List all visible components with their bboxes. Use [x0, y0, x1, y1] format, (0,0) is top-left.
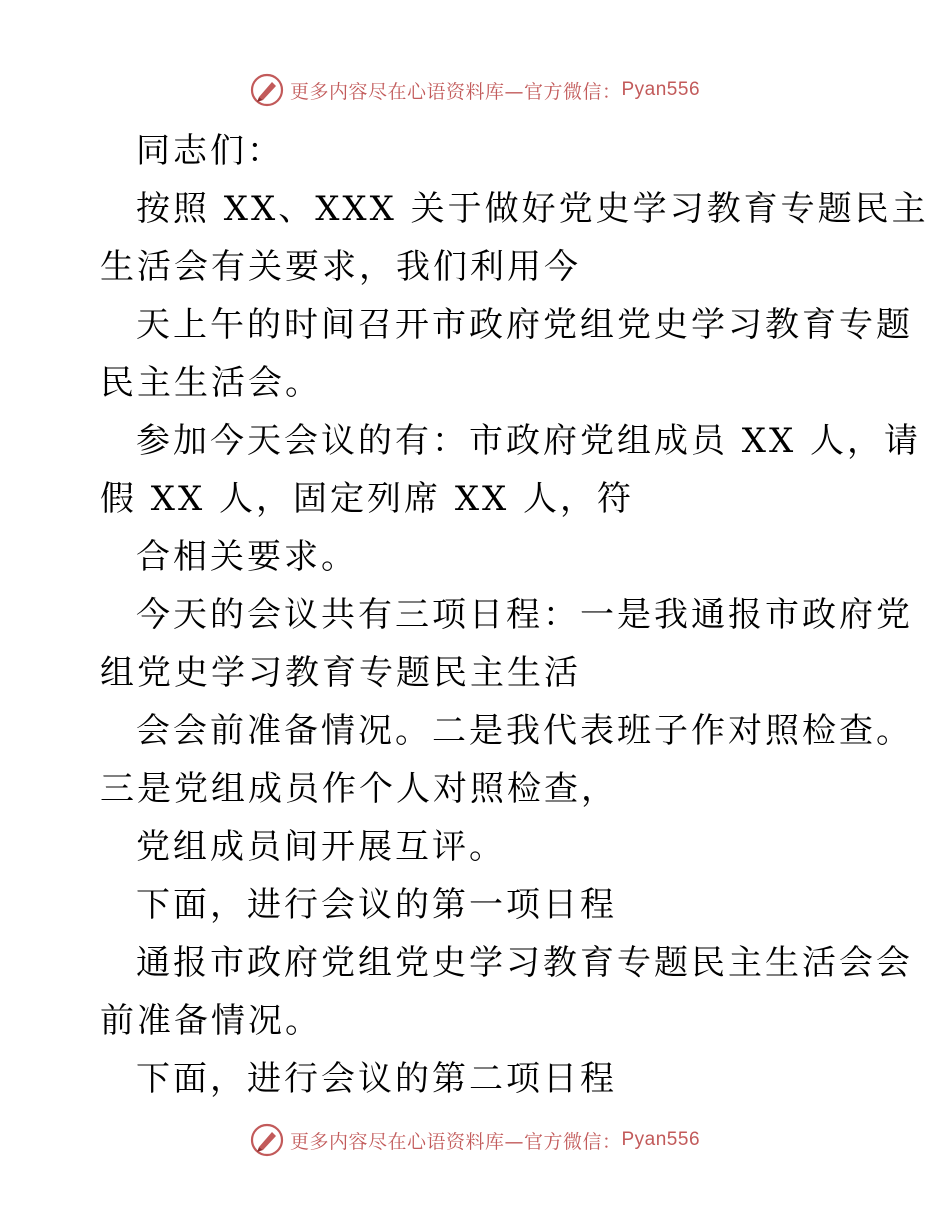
watermark-text: 更多内容尽在心语资料库—官方微信：: [289, 1130, 622, 1153]
text-line: 组党史学习教育专题民主生活: [100, 653, 581, 693]
text-line: 同志们：: [136, 131, 284, 171]
header-watermark: [0, 70, 950, 110]
pen-logo-icon: [250, 1123, 284, 1157]
text-line: 前准备情况。: [100, 1001, 322, 1041]
text-line: 参加今天会议的有：市政府党组成员 XX 人，请: [136, 421, 922, 461]
text-line: 党组成员间开展互评。: [136, 827, 506, 867]
text-line: 天上午的时间召开市政府党组党史学习教育专题: [136, 305, 913, 345]
text-line: 合相关要求。: [136, 537, 358, 577]
footer-watermark: [0, 1120, 950, 1160]
watermark-text: 更多内容尽在心语资料库—官方微信：: [289, 80, 622, 103]
watermark-id: Pyan556: [621, 79, 701, 100]
text-line: 三是党组成员作个人对照检查，: [100, 769, 618, 809]
text-line: 按照 XX、XXX 关于做好党史学习教育专题民主: [136, 189, 929, 229]
text-line: 会会前准备情况。二是我代表班子作对照检查。: [136, 711, 913, 751]
text-line: 生活会有关要求，我们利用今: [100, 247, 581, 287]
text-line: 通报市政府党组党史学习教育专题民主生活会会: [136, 943, 913, 983]
text-line: 下面，进行会议的第二项日程: [136, 1059, 617, 1099]
text-line: 下面，进行会议的第一项日程: [136, 885, 617, 925]
document-body: [100, 122, 929, 1108]
text-line: 假 XX 人，固定列席 XX 人，符: [100, 479, 635, 519]
text-line: 民主生活会。: [100, 363, 322, 403]
watermark-id: Pyan556: [621, 1129, 701, 1150]
pen-logo-icon: [250, 73, 284, 107]
text-line: 今天的会议共有三项日程：一是我通报市政府党: [136, 595, 913, 635]
